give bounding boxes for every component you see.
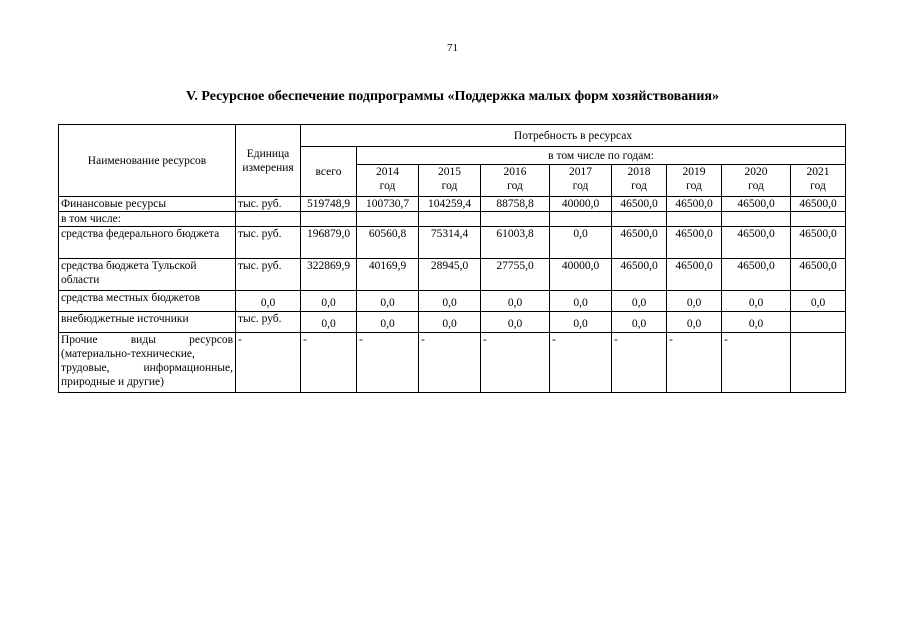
row-value: 46500,0 xyxy=(791,259,846,291)
table-row xyxy=(59,333,846,393)
row-value: - xyxy=(550,333,612,393)
row-unit: тыс. руб. xyxy=(236,259,301,291)
row-name: средства местных бюджетов xyxy=(59,291,236,312)
row-value xyxy=(791,333,846,393)
row-value: - xyxy=(481,333,550,393)
row-name: внебюджетные источники xyxy=(59,312,236,333)
row-value: 0,0 xyxy=(722,291,791,312)
header-need: Потребность в ресурсах xyxy=(301,125,846,147)
row-name: Финансовые ресурсы xyxy=(59,197,236,212)
row-value: - xyxy=(722,333,791,393)
row-value: 46500,0 xyxy=(791,227,846,259)
row-value: 46500,0 xyxy=(791,197,846,212)
row-value: 40169,9 xyxy=(357,259,419,291)
row-value: 46500,0 xyxy=(612,197,667,212)
row-value: 0,0 xyxy=(550,291,612,312)
header-unit: Единица измерения xyxy=(236,125,301,197)
row-value: 88758,8 xyxy=(481,197,550,212)
table-row xyxy=(59,197,846,212)
section-title: V. Ресурсное обеспечение подпрограммы «Поддержка малых форм хозяйствования» xyxy=(186,89,719,104)
row-value: 40000,0 xyxy=(550,259,612,291)
row-name: средства бюджета Тульской области xyxy=(59,259,236,291)
row-value: 75314,4 xyxy=(419,227,481,259)
row-value: 0,0 xyxy=(612,291,667,312)
header-year: 2019 год xyxy=(667,165,722,197)
row-value: 46500,0 xyxy=(612,259,667,291)
row-value: 46500,0 xyxy=(722,197,791,212)
row-value: 0,0 xyxy=(301,291,357,312)
header-total: всего xyxy=(301,147,357,197)
table-row xyxy=(59,312,846,333)
row-value: - xyxy=(357,333,419,393)
table-row xyxy=(59,212,846,227)
row-value: 0,0 xyxy=(667,291,722,312)
header-row-1 xyxy=(59,125,846,147)
row-unit: - xyxy=(236,333,301,393)
row-name: в том числе: xyxy=(59,212,236,227)
row-value: 46500,0 xyxy=(667,259,722,291)
page-number: 71 xyxy=(447,42,458,54)
header-year: 2021 год xyxy=(791,165,846,197)
row-value: 0,0 xyxy=(419,312,481,333)
row-value: 0,0 xyxy=(612,312,667,333)
row-value: 28945,0 xyxy=(419,259,481,291)
row-value: - xyxy=(301,333,357,393)
row-value: 0,0 xyxy=(791,291,846,312)
row-value: 61003,8 xyxy=(481,227,550,259)
row-value: 46500,0 xyxy=(612,227,667,259)
row-value: 196879,0 xyxy=(301,227,357,259)
table-row xyxy=(59,259,846,291)
row-value: 0,0 xyxy=(419,291,481,312)
row-value: 40000,0 xyxy=(550,197,612,212)
row-value: 322869,9 xyxy=(301,259,357,291)
row-value: 0,0 xyxy=(481,291,550,312)
header-year: 2014 год xyxy=(357,165,419,197)
row-value: 27755,0 xyxy=(481,259,550,291)
row-value: 0,0 xyxy=(550,227,612,259)
row-value: 60560,8 xyxy=(357,227,419,259)
row-value: 46500,0 xyxy=(667,227,722,259)
row-unit: тыс. руб. xyxy=(236,197,301,212)
row-value: - xyxy=(667,333,722,393)
table-row xyxy=(59,291,846,312)
row-name: средства федерального бюджета xyxy=(59,227,236,259)
row-value: - xyxy=(612,333,667,393)
row-value: 0,0 xyxy=(301,312,357,333)
row-unit: тыс. руб. xyxy=(236,312,301,333)
row-value: 519748,9 xyxy=(301,197,357,212)
row-value: 0,0 xyxy=(481,312,550,333)
row-value: 46500,0 xyxy=(722,259,791,291)
row-value: 0,0 xyxy=(667,312,722,333)
header-year: 2016 год xyxy=(481,165,550,197)
row-value: 104259,4 xyxy=(419,197,481,212)
row-value xyxy=(791,312,846,333)
table-row xyxy=(59,227,846,259)
header-resource-name: Наименование ресурсов xyxy=(59,125,236,197)
header-year: 2015 год xyxy=(419,165,481,197)
row-value: - xyxy=(419,333,481,393)
resource-table xyxy=(58,124,846,393)
row-name: Прочие виды ресурсов (материально-технические, трудовые, информационные, природные и другие) xyxy=(59,333,236,393)
header-by-years: в том числе по годам: xyxy=(357,147,846,165)
row-value: 0,0 xyxy=(550,312,612,333)
row-value: 0,0 xyxy=(722,312,791,333)
header-year: 2017 год xyxy=(550,165,612,197)
row-value: 100730,7 xyxy=(357,197,419,212)
header-year: 2018 год xyxy=(612,165,667,197)
row-value: 46500,0 xyxy=(667,197,722,212)
header-year: 2020 год xyxy=(722,165,791,197)
row-value: 0,0 xyxy=(357,291,419,312)
row-value: 0,0 xyxy=(357,312,419,333)
row-unit: 0,0 xyxy=(236,291,301,312)
row-unit: тыс. руб. xyxy=(236,227,301,259)
row-value: 46500,0 xyxy=(722,227,791,259)
